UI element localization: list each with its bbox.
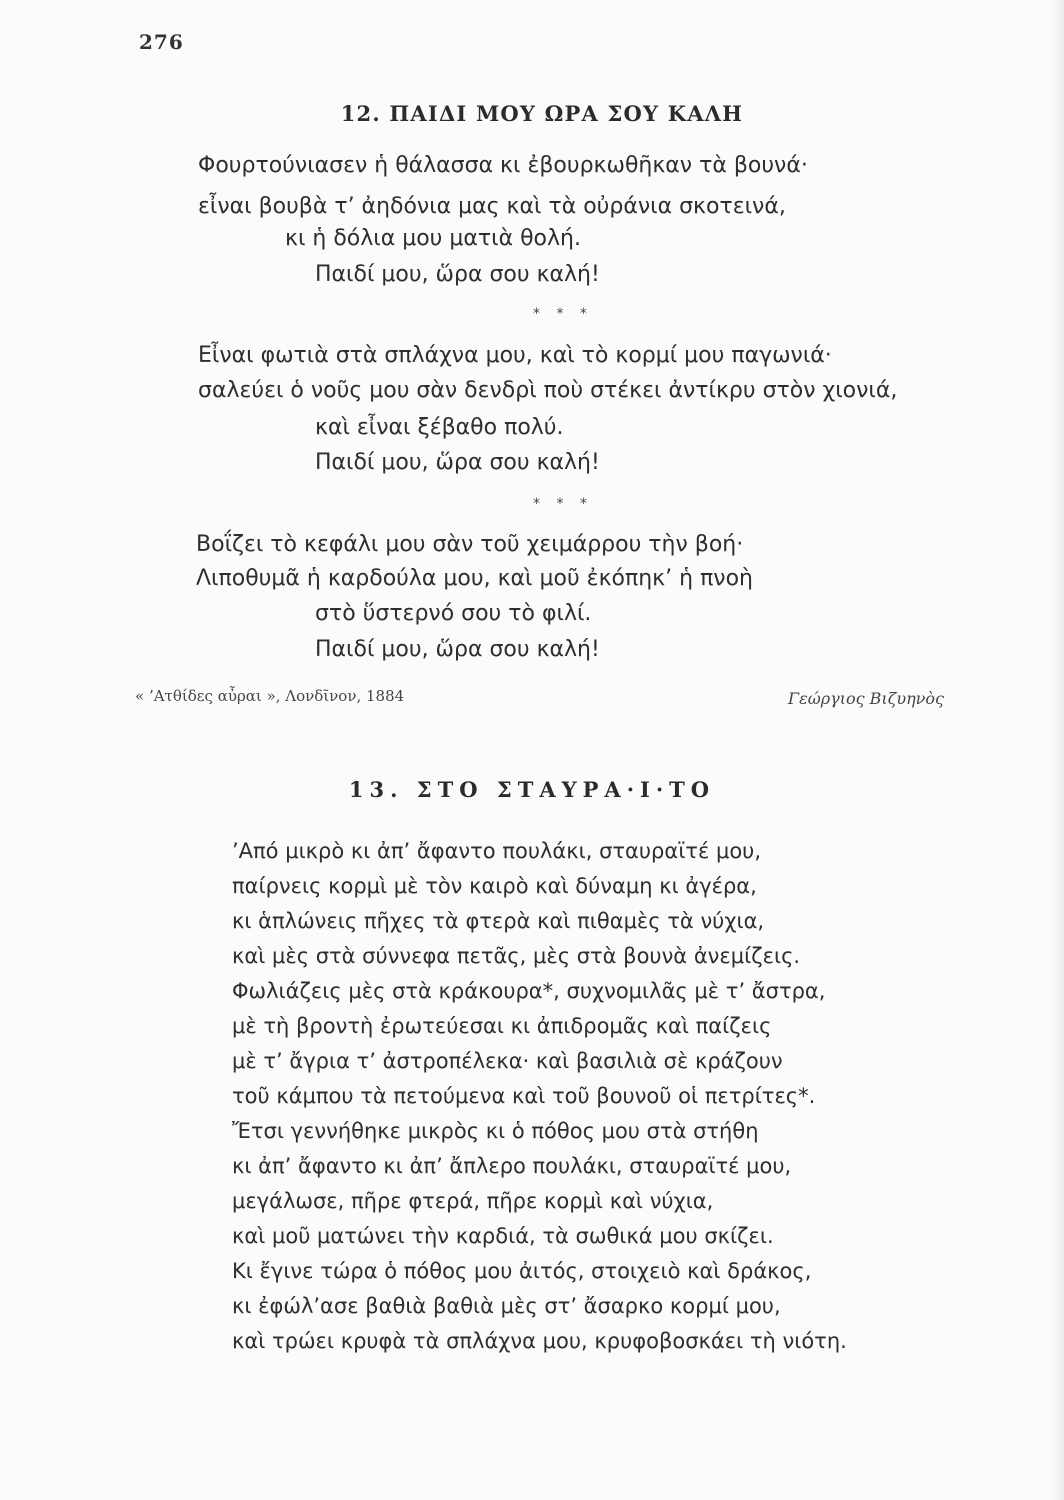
poem-title-1: 12. ΠΑΙΔΙ ΜΟΥ ΩΡΑ ΣΟΥ ΚΑΛΗ [340,101,744,126]
poem-source: « ’Ατθίδες αὖραι », Λονδῖνον, 1884 [135,687,405,705]
verse-line: ’Από μικρὸ κι ἀπ’ ἄφαντο πουλάκι, σταυραϊτέ μου, [232,839,762,863]
poem-title-2: 13. ΣΤΟ ΣΤΑΥΡΑ·Ι·ΤΟ [348,777,716,802]
verse-line: μὲ τὴ βροντὴ ἐρωτεύεσαι κι ἀπιδρομᾶς καὶ παίζεις [232,1014,772,1038]
verse-line: κι ἐφώλ’ασε βαθιὰ βαθιὰ μὲς στ’ ἄσαρκο κορμί μου, [232,1294,781,1318]
verse-line: Φωλιάζεις μὲς στὰ κράκουρα*, συχνομιλᾶς μὲ τ’ ἄστρα, [232,979,826,1003]
page-number: 276 [139,30,184,54]
verse-line: σαλεύει ὁ νοῦς μου σὰν δενδρὶ ποὺ στέκει ἀντίκρυ στὸν χιονιά, [198,378,898,403]
page-edge-shadow [1050,0,1064,1500]
verse-line: Κι ἔγινε τώρα ὁ πόθος μου ἀιτός, στοιχειὸ καὶ δράκος, [232,1259,812,1283]
refrain-line: Παιδί μου, ὥρα σου καλή! [315,637,600,662]
verse-line: Εἶναι φωτιὰ στὰ σπλάχνα μου, καὶ τὸ κορμί μου παγωνιά· [198,343,832,368]
verse-line: τοῦ κάμπου τὰ πετούμενα καὶ τοῦ βουνοῦ οἱ πετρίτες*. [232,1084,816,1108]
stanza-separator: * * * [533,306,593,322]
verse-line: καὶ εἶναι ξέβαθο πολύ. [315,415,564,440]
verse-line: παίρνεις κορμὶ μὲ τὸν καιρὸ καὶ δύναμη κι ἀγέρα, [232,874,757,898]
verse-line: μεγάλωσε, πῆρε φτερά, πῆρε κορμὶ καὶ νύχια, [232,1189,714,1213]
verse-line: Ἔτσι γεννήθηκε μικρὸς κι ὁ πόθος μου στὰ στήθη [232,1119,759,1143]
refrain-line: Παιδί μου, ὥρα σου καλή! [315,450,600,475]
refrain-line: Παιδί μου, ὥρα σου καλή! [315,262,600,287]
verse-line: καὶ τρώει κρυφὰ τὰ σπλάχνα μου, κρυφοβοσκάει τὴ νιότη. [232,1329,847,1353]
verse-line: κι ἡ δόλια μου ματιὰ θολή. [285,226,581,251]
verse-line: κι ἁπλώνεις πῆχες τὰ φτερὰ καὶ πιθαμὲς τὰ νύχια, [232,909,765,933]
verse-line: εἶναι βουβὰ τ’ ἀηδόνια μας καὶ τὰ οὐράνια σκοτεινά, [198,194,786,219]
verse-line: στὸ ὕστερνό σου τὸ φιλί. [315,601,592,626]
verse-line: καὶ μὲς στὰ σύννεφα πετᾶς, μὲς στὰ βουνὰ ἀνεμίζεις. [232,944,801,968]
verse-line: Βοΐζει τὸ κεφάλι μου σὰν τοῦ χειμάρρου τὴν βοή· [196,532,744,557]
verse-line: μὲ τ’ ἄγρια τ’ ἀστροπέλεκα· καὶ βασιλιὰ σὲ κράζουν [232,1049,783,1073]
stanza-separator: * * * [533,496,593,512]
poem-author: Γεώργιος Βιζυηνὸς [788,689,944,708]
verse-line: Φουρτούνιασεν ἡ θάλασσα κι ἐβουρκωθῆκαν τὰ βουνά· [198,153,808,178]
verse-line: καὶ μοῦ ματώνει τὴν καρδιά, τὰ σωθικά μου σκίζει. [232,1224,774,1248]
verse-line: κι ἀπ’ ἄφαντο κι ἀπ’ ἄπλερο πουλάκι, σταυραϊτέ μου, [232,1154,792,1178]
verse-line: Λιποθυμᾶ ἡ καρδούλα μου, καὶ μοῦ ἐκόπηκ’ ἡ πνοὴ [196,566,754,591]
